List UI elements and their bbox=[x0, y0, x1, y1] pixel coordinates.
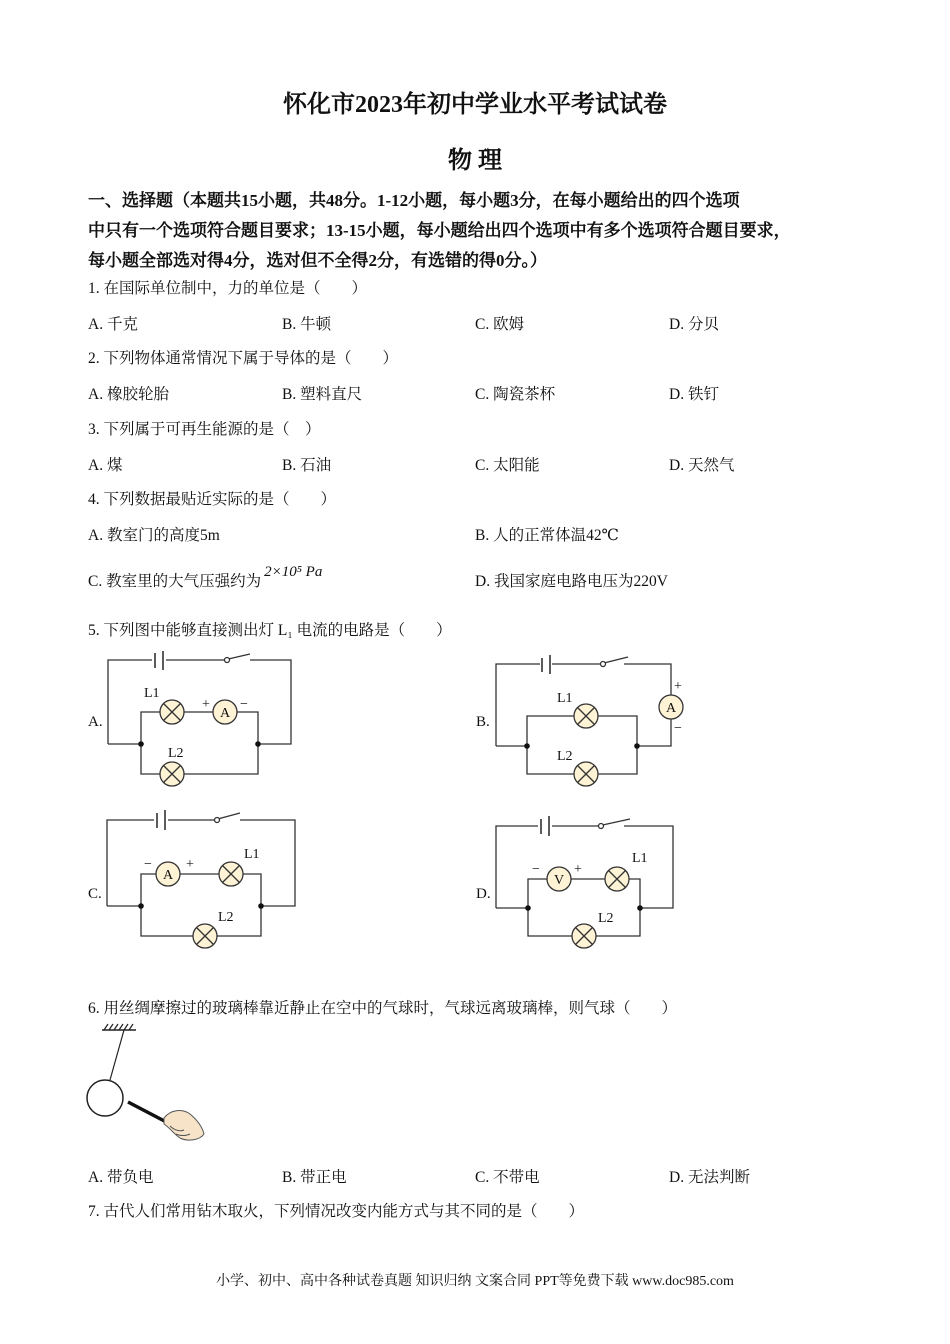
lamp-l2-icon bbox=[572, 924, 596, 948]
q1-option-a[interactable]: A. 千克 bbox=[88, 316, 138, 333]
question-6-stem: 6. 用丝绸摩擦过的玻璃棒靠近静止在空中的气球时，气球远离玻璃棒，则气球（ ） bbox=[88, 1000, 678, 1017]
q6-option-a[interactable]: A. 带负电 bbox=[88, 1169, 154, 1186]
q5-option-a-label[interactable]: A. bbox=[88, 714, 103, 730]
question-4-stem: 4. 下列数据最贴近实际的是（ ） bbox=[88, 491, 337, 508]
q6-option-c[interactable]: C. 不带电 bbox=[475, 1169, 540, 1186]
hand-icon bbox=[164, 1111, 204, 1141]
section-instructions-line-2: 中只有一个选项符合题目要求；13-15小题，每小题给出四个选项中有多个选项符合题目要求， bbox=[88, 221, 791, 240]
label-l1: L1 bbox=[144, 686, 160, 701]
lamp-l1-icon bbox=[605, 867, 629, 891]
section-instructions-line-3: 每小题全部选对得4分，选对但不全得2分，有选错的得0分。） bbox=[88, 251, 547, 270]
label-l1: L1 bbox=[244, 847, 260, 862]
label-ammeter: A bbox=[666, 701, 677, 716]
label-l2: L2 bbox=[557, 749, 573, 764]
q3-option-b[interactable]: B. 石油 bbox=[282, 457, 332, 474]
ceiling-hatch-icon bbox=[102, 1024, 136, 1030]
question-7-stem: 7. 古代人们常用钻木取火，下列情况改变内能方式与其不同的是（ ） bbox=[88, 1203, 585, 1220]
circuit-diagram-b bbox=[490, 650, 690, 780]
q1-option-d[interactable]: D. 分贝 bbox=[669, 316, 719, 333]
label-minus: − bbox=[532, 862, 540, 877]
label-ammeter: A bbox=[220, 706, 231, 721]
q2-option-d[interactable]: D. 铁钉 bbox=[669, 386, 719, 403]
label-voltmeter: V bbox=[554, 873, 565, 888]
q4-option-c-text: C. 教室里的大气压强约为 bbox=[88, 573, 262, 590]
label-minus: − bbox=[240, 697, 248, 712]
q6-option-b[interactable]: B. 带正电 bbox=[282, 1169, 347, 1186]
label-l1: L1 bbox=[557, 691, 573, 706]
circuit-diagram-d bbox=[490, 812, 700, 947]
section-instructions-line-1: 一、选择题（本题共15小题，共48分。1-12小题，每小题3分，在每小题给出的四个选项 bbox=[88, 191, 740, 210]
pressure-formula: 2×10⁵ Pa bbox=[264, 564, 323, 580]
question-3-stem: 3. 下列属于可再生能源的是（ ） bbox=[88, 421, 321, 438]
balloon-glass-rod-figure bbox=[84, 1022, 214, 1147]
question-1-stem: 1. 在国际单位制中，力的单位是（ ） bbox=[88, 280, 368, 297]
q3-option-a[interactable]: A. 煤 bbox=[88, 457, 123, 474]
q6-option-d[interactable]: D. 无法判断 bbox=[669, 1169, 750, 1186]
q3-option-c[interactable]: C. 太阳能 bbox=[475, 457, 540, 474]
q5-option-b-label[interactable]: B. bbox=[476, 714, 490, 730]
q4-option-c[interactable] bbox=[88, 564, 323, 591]
lamp-l2-icon bbox=[574, 762, 598, 786]
balloon-icon bbox=[87, 1080, 123, 1116]
q5-option-c-label[interactable]: C. bbox=[88, 886, 102, 902]
label-l2: L2 bbox=[168, 746, 184, 761]
label-l2: L2 bbox=[218, 910, 234, 925]
question-2-stem: 2. 下列物体通常情况下属于导体的是（ ） bbox=[88, 350, 399, 367]
circuit-diagram-a bbox=[100, 650, 300, 780]
suspension-string bbox=[110, 1030, 124, 1080]
lamp-l1-icon bbox=[160, 700, 184, 724]
q3-option-d[interactable]: D. 天然气 bbox=[669, 457, 735, 474]
page-footer: 小学、初中、高中各种试卷真题 知识归纳 文案合同 PPT等免费下载 www.doc985.com bbox=[216, 1274, 734, 1289]
label-plus: + bbox=[674, 679, 682, 694]
subject-title: 物 理 bbox=[448, 148, 502, 174]
label-plus: + bbox=[186, 857, 194, 872]
q1-option-c[interactable]: C. 欧姆 bbox=[475, 316, 525, 333]
lamp-l1-icon bbox=[219, 862, 243, 886]
label-plus: + bbox=[202, 697, 210, 712]
q4-option-a[interactable]: A. 教室门的高度5m bbox=[88, 527, 220, 544]
q1-option-b[interactable]: B. 牛顿 bbox=[282, 316, 332, 333]
q2-option-a[interactable]: A. 橡胶轮胎 bbox=[88, 386, 169, 403]
q2-option-b[interactable]: B. 塑料直尺 bbox=[282, 386, 363, 403]
circuit-diagram-c bbox=[100, 808, 310, 943]
exam-title: 怀化市2023年初中学业水平考试试卷 bbox=[283, 92, 667, 118]
lamp-l1-icon bbox=[574, 704, 598, 728]
q4-option-b[interactable]: B. 人的正常体温42℃ bbox=[475, 527, 619, 544]
q2-option-c[interactable]: C. 陶瓷茶杯 bbox=[475, 386, 556, 403]
label-plus: + bbox=[574, 862, 582, 877]
label-l2: L2 bbox=[598, 911, 614, 926]
question-5-stem: 5. 下列图中能够直接测出灯 L₁ 电流的电路是（ ） bbox=[88, 622, 452, 639]
lamp-l2-icon bbox=[160, 762, 184, 786]
label-l1: L1 bbox=[632, 851, 648, 866]
q4-option-d[interactable]: D. 我国家庭电路电压为220V bbox=[475, 573, 668, 590]
label-ammeter: A bbox=[163, 868, 174, 883]
label-minus: − bbox=[674, 721, 682, 736]
q5-option-d-label[interactable]: D. bbox=[476, 886, 491, 902]
label-minus: − bbox=[144, 857, 152, 872]
lamp-l2-icon bbox=[193, 924, 217, 948]
